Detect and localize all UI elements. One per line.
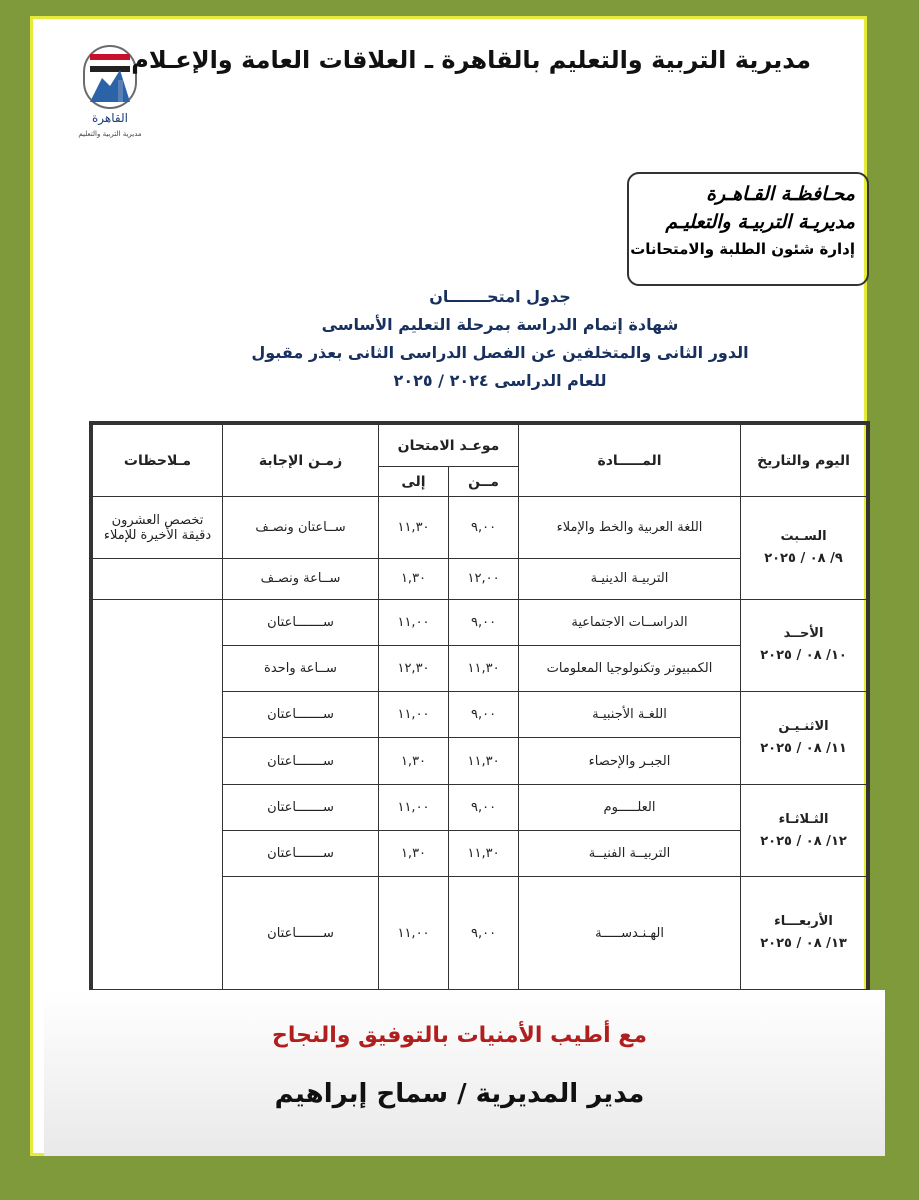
stamp-line-department: إدارة شئون الطلبة والامتحانات [630,240,855,258]
from-cell: ١١,٣٠ [449,645,519,691]
schedule-titles [200,283,800,395]
to-cell: ١,٣٠ [379,738,449,784]
duration-cell: ســاعتان ونصـف [223,497,379,559]
department-stamp [627,172,869,286]
stamp-line-governorate: محـافظـة القـاهـرة [706,183,855,205]
svg-text:القاهرة: القاهرة [92,111,128,125]
header-from: مــن [449,467,519,497]
header-to: إلى [379,467,449,497]
exam-schedule-table [92,424,867,990]
duration-cell: ســـــــاعتان [223,692,379,738]
notes-empty-cell [93,599,223,989]
subject-cell: التربيـة الدينيـة [519,559,741,599]
duration-cell: ســـــــاعتان [223,831,379,877]
to-cell: ١,٣٠ [379,831,449,877]
header-duration: زمـن الإجابة [223,425,379,497]
page-header-title: مديرية التربية والتعليم بالقاهرة ـ العلاقات العامة والإعـلام [131,46,811,74]
from-cell: ٩,٠٠ [449,497,519,559]
from-cell: ٩,٠٠ [449,877,519,990]
day-cell: السـبت ٩/ ٠٨ / ٢٠٢٥ [741,497,867,600]
day-cell: الثـلاثـاء ١٢/ ٠٨ / ٢٠٢٥ [741,784,867,877]
table-row [93,599,867,645]
footer-area [44,990,885,1156]
schedule-subtitle-year: للعام الدراسى ٢٠٢٤ / ٢٠٢٥ [393,371,607,390]
schedule-subtitle-round: الدور الثانى والمتخلفين عن الفصل الدراسى الثانى بعذر مقبول [251,343,749,362]
from-cell: ٩,٠٠ [449,599,519,645]
to-cell: ١٢,٣٠ [379,645,449,691]
header-subject: المـــــادة [519,425,741,497]
from-cell: ٩,٠٠ [449,784,519,830]
schedule-title: جدول امتحـــــــان [429,287,571,306]
note-cell: تخصص العشرون دقيقة الأخيرة للإملاء [93,497,223,559]
subject-cell: التربيــة الفنيــة [519,831,741,877]
duration-cell: ســـــــاعتان [223,738,379,784]
subject-cell: اللغـة الأجنبيـة [519,692,741,738]
day-cell: الاثنـيـن ١١/ ٠٨ / ٢٠٢٥ [741,692,867,785]
duration-cell: ســـــــاعتان [223,784,379,830]
duration-cell: ســاعة واحدة [223,645,379,691]
subject-cell: الهـنـدســـــة [519,877,741,990]
subject-cell: الكمبيوتر وتكنولوجيا المعلومات [519,645,741,691]
header-notes: مـلاحظات [93,425,223,497]
to-cell: ١١,٠٠ [379,877,449,990]
stamp-line-directorate: مديريـة التربيـة والتعليـم [665,211,855,233]
svg-text:مديرية التربية والتعليم: مديرية التربية والتعليم [78,130,142,138]
header-exam-time: موعـد الامتحان [379,425,519,467]
subject-cell: اللغة العربية والخط والإملاء [519,497,741,559]
good-wishes-text: مع أطيب الأمنيات بالتوفيق والنجاح [272,1023,647,1048]
from-cell: ٩,٠٠ [449,692,519,738]
table-row [93,497,867,559]
duration-cell: ســـــــاعتان [223,599,379,645]
to-cell: ١,٣٠ [379,559,449,599]
duration-cell: ســـــــاعتان [223,877,379,990]
subject-cell: الجبـر والإحصاء [519,738,741,784]
subject-cell: العلـــــوم [519,784,741,830]
to-cell: ١١,٠٠ [379,599,449,645]
day-cell: الأحــد ١٠/ ٠٨ / ٢٠٢٥ [741,599,867,692]
header-day-date: اليوم والتاريخ [741,425,867,497]
to-cell: ١١,٠٠ [379,784,449,830]
to-cell: ١١,٣٠ [379,497,449,559]
from-cell: ١١,٣٠ [449,831,519,877]
note-cell [93,559,223,599]
duration-cell: ســاعة ونصـف [223,559,379,599]
to-cell: ١١,٠٠ [379,692,449,738]
subject-cell: الدراســات الاجتماعية [519,599,741,645]
from-cell: ١٢,٠٠ [449,559,519,599]
day-cell: الأربعـــاء ١٣/ ٠٨ / ٢٠٢٥ [741,877,867,990]
schedule-subtitle-certificate: شهادة إتمام الدراسة بمرحلة التعليم الأساسى [321,315,679,334]
from-cell: ١١,٣٠ [449,738,519,784]
director-signature-text: مدير المديرية / سماح إبراهيم [274,1079,645,1109]
